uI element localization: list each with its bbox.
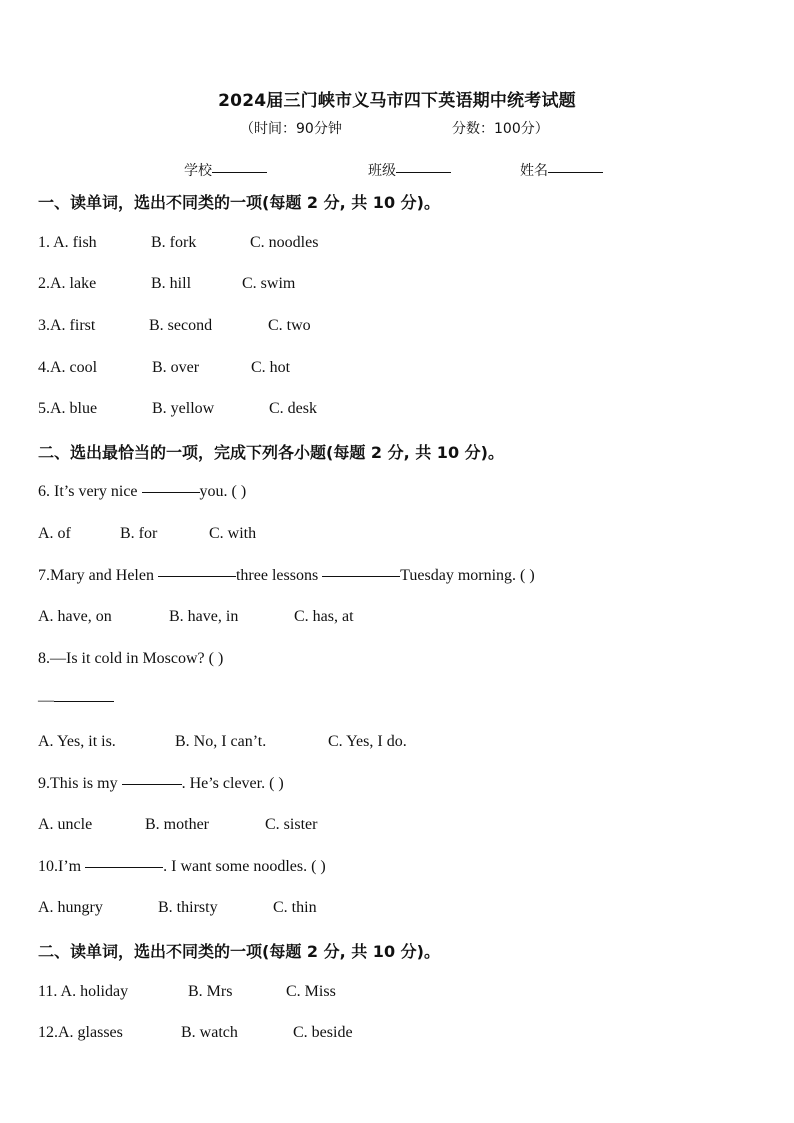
- q8-option-b: B. No, I can’t.: [175, 733, 267, 750]
- q6-option-a: A. of: [38, 525, 71, 542]
- question-5: [38, 400, 317, 418]
- q12-option-a: 12.A. glasses: [38, 1024, 123, 1041]
- q4-option-a: 4.A. cool: [38, 359, 98, 376]
- q8-blank: [54, 701, 114, 702]
- q1-option-c: C. noodles: [250, 234, 319, 251]
- school-field: [184, 160, 267, 180]
- q1-option-a: 1. A. fish: [38, 234, 97, 251]
- q10-option-c: C. thin: [273, 899, 317, 916]
- question-9-stem: [38, 775, 284, 793]
- question-10-options: [38, 899, 317, 917]
- question-6-stem: [38, 483, 246, 501]
- q10-stem-end: . I want some noodles. ( ): [163, 858, 326, 875]
- q1-option-b: B. fork: [151, 234, 197, 251]
- q9-option-b: B. mother: [145, 816, 209, 833]
- q11-option-b: B. Mrs: [188, 983, 233, 1000]
- q10-option-a: A. hungry: [38, 899, 103, 916]
- q7-option-c: C. has, at: [294, 608, 354, 625]
- question-6-options: [38, 525, 257, 543]
- q7-stem-end: Tuesday morning. ( ): [400, 567, 535, 584]
- question-7-stem: [38, 567, 535, 585]
- q8-dash: —: [38, 692, 54, 709]
- question-8-options: [38, 733, 407, 751]
- section-heading-3: 二、读单词，选出不同类的一项(每题 2 分, 共 10 分)。: [38, 942, 440, 961]
- q9-stem-start: 9.This is my: [38, 775, 122, 792]
- name-label: 姓名: [520, 163, 548, 179]
- q10-blank: [85, 867, 163, 868]
- question-9-options: [38, 816, 318, 834]
- q2-option-c: C. swim: [242, 275, 296, 292]
- section-heading-2: 二、选出最恰当的一项，完成下列各小题(每题 2 分, 共 10 分)。: [38, 443, 504, 462]
- question-11: [38, 983, 336, 1001]
- q11-option-a: 11. A. holiday: [38, 983, 129, 1000]
- question-4: [38, 359, 291, 377]
- q10-stem-start: 10.I’m: [38, 858, 86, 875]
- school-label: 学校: [184, 163, 212, 179]
- class-label: 班级: [368, 163, 396, 179]
- exam-time: （时间：90分钟: [240, 121, 342, 137]
- q7-stem-start: 7.Mary and Helen: [38, 567, 158, 584]
- q6-blank: [142, 492, 200, 493]
- question-12: [38, 1024, 353, 1042]
- question-8-stem: 8.—Is it cold in Moscow? ( ): [38, 650, 224, 667]
- q5-option-c: C. desk: [269, 400, 317, 417]
- q7-stem-middle: three lessons: [235, 567, 323, 584]
- exam-title: 2024届三门峡市义马市四下英语期中统考试题: [218, 91, 576, 111]
- q12-option-b: B. watch: [181, 1024, 238, 1041]
- q4-option-c: C. hot: [251, 359, 291, 376]
- q8-option-a: A. Yes, it is.: [38, 733, 116, 750]
- question-2: [38, 275, 296, 293]
- school-blank: [212, 172, 267, 173]
- question-7-options: [38, 608, 354, 626]
- q7-option-b: B. have, in: [169, 608, 239, 625]
- class-field: [368, 160, 451, 180]
- q9-option-a: A. uncle: [38, 816, 93, 833]
- q9-option-c: C. sister: [265, 816, 318, 833]
- q7-option-a: A. have, on: [38, 608, 112, 625]
- q3-option-a: 3.A. first: [38, 317, 96, 334]
- q2-option-b: B. hill: [151, 275, 192, 292]
- q7-blank-1: [158, 576, 236, 577]
- class-blank: [396, 172, 451, 173]
- exam-score: 分数：100分）: [452, 121, 549, 137]
- q3-option-c: C. two: [268, 317, 311, 334]
- q6-stem-start: 6. It’s very nice: [38, 483, 142, 500]
- q10-option-b: B. thirsty: [158, 899, 218, 916]
- q4-option-b: B. over: [152, 359, 200, 376]
- question-10-stem: [38, 858, 326, 876]
- question-1: [38, 234, 319, 252]
- q7-blank-2: [322, 576, 400, 577]
- name-blank: [548, 172, 603, 173]
- q9-blank: [122, 784, 182, 785]
- q12-option-c: C. beside: [293, 1024, 353, 1041]
- q5-option-a: 5.A. blue: [38, 400, 98, 417]
- name-field: [520, 160, 603, 180]
- q11-option-c: C. Miss: [286, 983, 336, 1000]
- q6-stem-end: you. ( ): [199, 483, 247, 500]
- q6-option-b: B. for: [120, 525, 158, 542]
- q2-option-a: 2.A. lake: [38, 275, 97, 292]
- question-8-answer-line: [38, 692, 114, 710]
- section-heading-1: 一、读单词，选出不同类的一项(每题 2 分, 共 10 分)。: [38, 193, 440, 212]
- question-3: [38, 317, 311, 335]
- q6-option-c: C. with: [209, 525, 257, 542]
- q5-option-b: B. yellow: [152, 400, 215, 417]
- q8-option-c: C. Yes, I do.: [328, 733, 407, 750]
- q3-option-b: B. second: [149, 317, 213, 334]
- q9-stem-end: . He’s clever. ( ): [181, 775, 284, 792]
